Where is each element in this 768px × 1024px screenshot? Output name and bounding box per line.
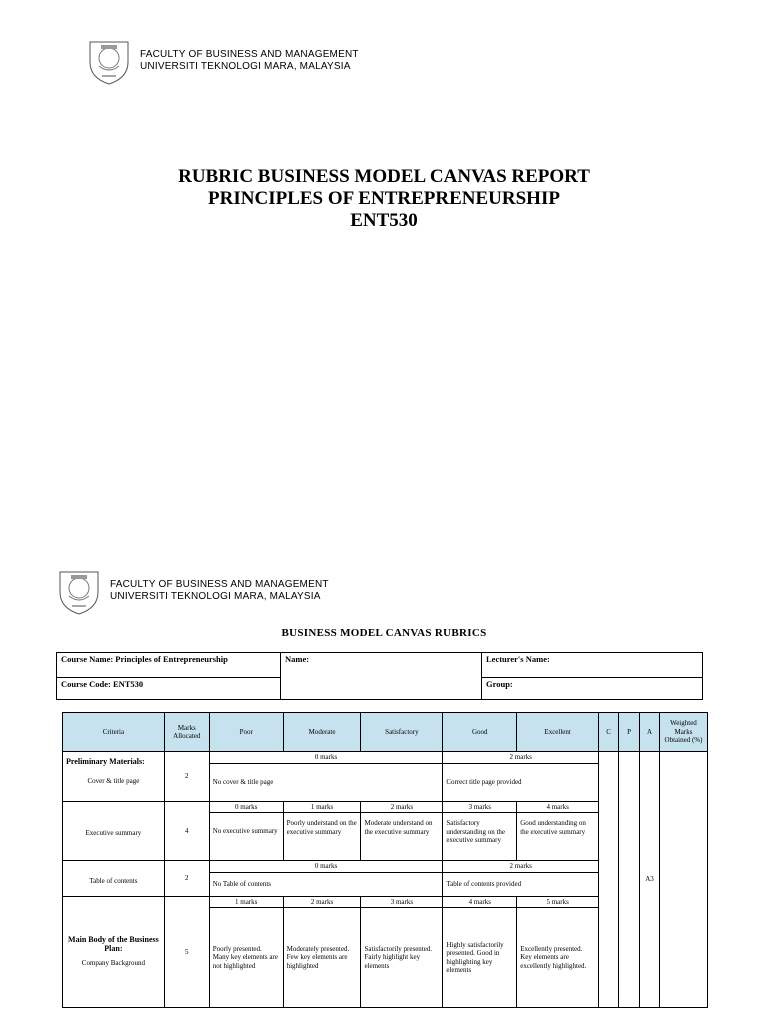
marks-label: 5 marks bbox=[517, 896, 599, 908]
descriptor: No cover & title page bbox=[209, 763, 443, 801]
descriptor: Poorly presented. Many key elements are not highlighted bbox=[209, 908, 283, 1008]
header-excellent: Excellent bbox=[517, 713, 599, 752]
student-info-table bbox=[56, 652, 703, 700]
descriptor: No executive summary bbox=[209, 813, 283, 861]
lecturer-name-cell: Lecturer's Name: bbox=[482, 653, 703, 678]
descriptor: Moderate understand on the executive summary bbox=[361, 813, 443, 861]
faculty-name: FACULTY OF BUSINESS AND MANAGEMENT bbox=[140, 49, 359, 60]
header-criteria: Criteria bbox=[63, 713, 165, 752]
descriptor: Satisfactorily presented. Fairly highlight key elements bbox=[361, 908, 443, 1008]
course-name-cell: Course Name: Principles of Entrepreneurship bbox=[57, 653, 281, 678]
criteria-item: Table of contents bbox=[63, 861, 165, 897]
marks-label: 2 marks bbox=[361, 801, 443, 813]
marks-label: 1 marks bbox=[283, 801, 361, 813]
marks-label: 4 marks bbox=[517, 801, 599, 813]
marks-label: 0 marks bbox=[209, 861, 443, 873]
faculty-header-second bbox=[56, 566, 329, 616]
descriptor: Excellently presented. Key elements are excellently highlighted. bbox=[517, 908, 599, 1008]
descriptor: Highly satisfactorily presented. Good in highlighting key elements bbox=[443, 908, 517, 1008]
header-weighted-marks: Weighted Marks Obtained (%) bbox=[659, 713, 707, 752]
criteria-section-title: Preliminary Materials: bbox=[66, 757, 145, 766]
criteria-item: Cover & title page bbox=[87, 776, 140, 785]
marks-label: 4 marks bbox=[443, 896, 517, 908]
marks-label: 0 marks bbox=[209, 801, 283, 813]
descriptor: Poorly understand on the executive summary bbox=[283, 813, 361, 861]
header-satisfactory: Satisfactory bbox=[361, 713, 443, 752]
faculty-header-top bbox=[86, 36, 359, 86]
uitm-logo-icon bbox=[56, 566, 102, 616]
descriptor: Table of contents provided bbox=[443, 872, 599, 896]
marks-label: 1 marks bbox=[209, 896, 283, 908]
descriptor: Satisfactory understanding on the executive summary bbox=[443, 813, 517, 861]
criteria-main-body bbox=[63, 896, 165, 1008]
descriptor: No Table of contents bbox=[209, 872, 443, 896]
rubric-header-row bbox=[63, 713, 708, 752]
c-column bbox=[599, 752, 619, 1008]
header-moderate: Moderate bbox=[283, 713, 361, 752]
rubric-table bbox=[62, 712, 708, 1008]
rubrics-title: BUSINESS MODEL CANVAS RUBRICS bbox=[281, 627, 487, 639]
document-title bbox=[0, 166, 768, 232]
marks-label: 3 marks bbox=[361, 896, 443, 908]
group-cell: Group: bbox=[482, 678, 703, 700]
header-marks-allocated: Marks Allocated bbox=[164, 713, 209, 752]
marks-allocated: 5 bbox=[164, 896, 209, 1008]
faculty-name: FACULTY OF BUSINESS AND MANAGEMENT bbox=[110, 579, 329, 590]
descriptor: Good understanding on the executive summary bbox=[517, 813, 599, 861]
criteria-item: Executive summary bbox=[63, 801, 165, 861]
a-column: A3 bbox=[640, 752, 660, 1008]
course-code-cell: Course Code: ENT530 bbox=[57, 678, 281, 700]
header-c: C bbox=[599, 713, 619, 752]
title-line-3: ENT530 bbox=[350, 210, 418, 231]
marks-label: 3 marks bbox=[443, 801, 517, 813]
header-a: A bbox=[640, 713, 660, 752]
criteria-item: Company Background bbox=[81, 959, 145, 967]
marks-allocated: 2 bbox=[164, 752, 209, 802]
descriptor: Moderately presented. Few key elements are highlighted bbox=[283, 908, 361, 1008]
marks-allocated: 4 bbox=[164, 801, 209, 861]
header-p: P bbox=[619, 713, 640, 752]
criteria-section-title: Main Body of the Business Plan: bbox=[68, 935, 159, 953]
descriptor: Correct title page provided bbox=[443, 763, 599, 801]
marks-allocated: 2 bbox=[164, 861, 209, 897]
marks-label: 2 marks bbox=[283, 896, 361, 908]
title-line-2: PRINCIPLES OF ENTREPRENEURSHIP bbox=[208, 188, 560, 209]
header-poor: Poor bbox=[209, 713, 283, 752]
uitm-logo-icon bbox=[86, 36, 132, 86]
marks-label: 0 marks bbox=[209, 752, 443, 764]
table-row bbox=[63, 752, 708, 764]
university-name: UNIVERSITI TEKNOLOGI MARA, MALAYSIA bbox=[110, 591, 321, 602]
header-good: Good bbox=[443, 713, 517, 752]
weighted-column bbox=[659, 752, 707, 1008]
marks-label: 2 marks bbox=[443, 752, 599, 764]
p-column bbox=[619, 752, 640, 1008]
criteria-preliminary bbox=[63, 752, 165, 802]
marks-label: 2 marks bbox=[443, 861, 599, 873]
name-cell: Name: bbox=[281, 653, 482, 700]
university-name: UNIVERSITI TEKNOLOGI MARA, MALAYSIA bbox=[140, 61, 351, 72]
title-line-1: RUBRIC BUSINESS MODEL CANVAS REPORT bbox=[178, 166, 590, 187]
